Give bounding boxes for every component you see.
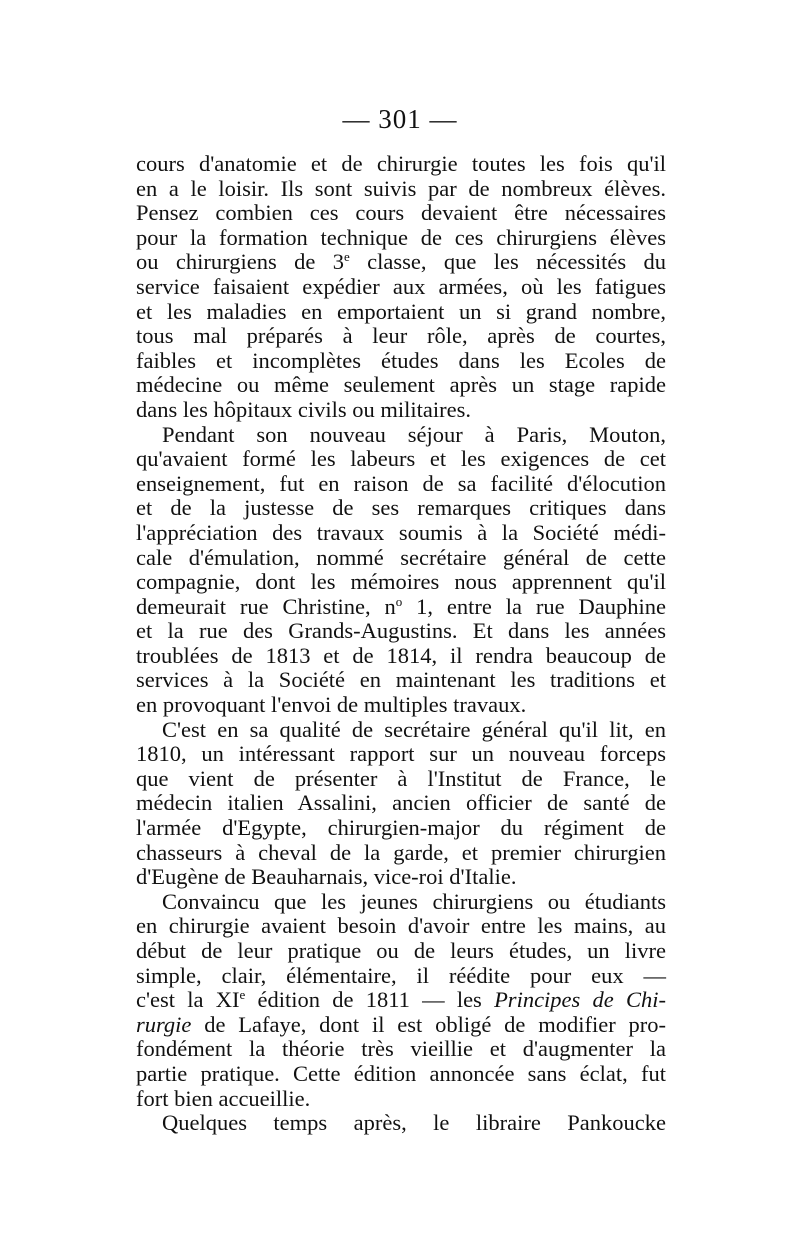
text-line: chasseurs à cheval de la garde, et premier chirurgien [136, 839, 666, 865]
text-line: fort bien accueillie. [136, 1085, 311, 1111]
text-fragment: de Lafaye, dont il est obligé de modifier pro- [191, 1011, 666, 1037]
text-line: tous mal préparés à leur rôle, après de courtes, [136, 323, 666, 349]
text-line: cours d'anatomie et de chirurgie toutes les fois qu'il [136, 151, 666, 176]
text-line: dans les hôpitaux civils ou militaires. [136, 396, 471, 422]
text-line: Convaincu que les jeunes chirurgiens ou étudiants [162, 888, 666, 914]
text-line: service faisaient expédier aux armées, où les fatigues [136, 273, 666, 299]
text-line: faibles et incomplètes études dans les Ecoles de [136, 347, 666, 373]
text-fragment: édition de 1811 — les [245, 987, 495, 1013]
text-line: 1810, un intéressant rapport sur un nouveau forceps [136, 741, 666, 767]
text-fragment: ou chirurgiens de 3 [136, 249, 344, 275]
body-text [136, 152, 666, 1136]
text-line: Quelques temps après, le libraire Pankoucke [162, 1110, 666, 1136]
text-fragment: classe, que les nécessités du [349, 249, 666, 275]
text-line: simple, clair, élémentaire, il réédite pour eux — [136, 962, 666, 988]
text-line: en a le loisir. Ils sont suivis par de nombreux élèves. [136, 175, 666, 201]
superscript: e [343, 249, 350, 265]
superscript: e [239, 987, 246, 1003]
text-line: qu'avaient formé les labeurs et les exigences de cet [136, 446, 666, 472]
book-title-fragment: Principes de Chi- [494, 987, 666, 1013]
text-line: et la rue des Grands-Augustins. Et dans les années [136, 618, 666, 644]
text-line: Pensez combien ces cours devaient être nécessaires [136, 200, 666, 226]
text-line: début de leur pratique ou de leurs études, un livre [136, 938, 666, 963]
text-line [136, 250, 666, 275]
text-line: cale d'émulation, nommé secrétaire général de cette [136, 544, 666, 570]
text-line: compagnie, dont les mémoires nous apprennent qu'il [136, 569, 666, 595]
text-line: enseignement, fut en raison de sa facilité d'élocution [136, 470, 666, 496]
text-line: Pendant son nouveau séjour à Paris, Mouton, [162, 421, 666, 447]
text-line: C'est en sa qualité de secrétaire général qu'il lit, en [162, 716, 666, 742]
text-line: d'Eugène de Beauharnais, vice-roi d'Italie. [136, 864, 517, 890]
text-fragment: 1, entre la rue Dauphine [402, 593, 666, 619]
text-line: que vient de présenter à l'Institut de France, le [136, 765, 666, 791]
text-line [136, 1013, 666, 1038]
text-line: l'armée d'Egypte, chirurgien-major du régiment de [136, 815, 666, 841]
text-line: médecine ou même seulement après un stage rapide [136, 372, 666, 398]
text-fragment: demeurait rue Christine, n [136, 593, 396, 619]
text-line [136, 595, 666, 620]
page-number: — 301 — [342, 104, 458, 134]
book-title-fragment: rurgie [136, 1011, 192, 1037]
text-line: partie pratique. Cette édition annoncée sans éclat, fut [136, 1060, 666, 1086]
text-line: fondément la théorie très vieillie et d'augmenter la [136, 1036, 666, 1062]
text-line [136, 988, 666, 1013]
text-line: et de la justesse de ses remarques critiques dans [136, 495, 666, 521]
text-line: pour la formation technique de ces chirurgiens élèves [136, 224, 666, 250]
text-line: et les maladies en emportaient un si grand nombre, [136, 298, 666, 324]
superscript: o [395, 593, 403, 609]
text-line: en chirurgie avaient besoin d'avoir entre les mains, au [136, 913, 666, 939]
text-line: l'appréciation des travaux soumis à la Société médi- [136, 519, 666, 545]
text-line: services à la Société en maintenant les traditions et [136, 667, 666, 693]
text-fragment: c'est la XI [136, 987, 240, 1013]
text-line: médecin italien Assalini, ancien officier de santé de [136, 790, 666, 816]
text-line: troublées de 1813 et de 1814, il rendra beaucoup de [136, 642, 666, 668]
text-line: en provoquant l'envoi de multiples travaux. [136, 692, 527, 718]
